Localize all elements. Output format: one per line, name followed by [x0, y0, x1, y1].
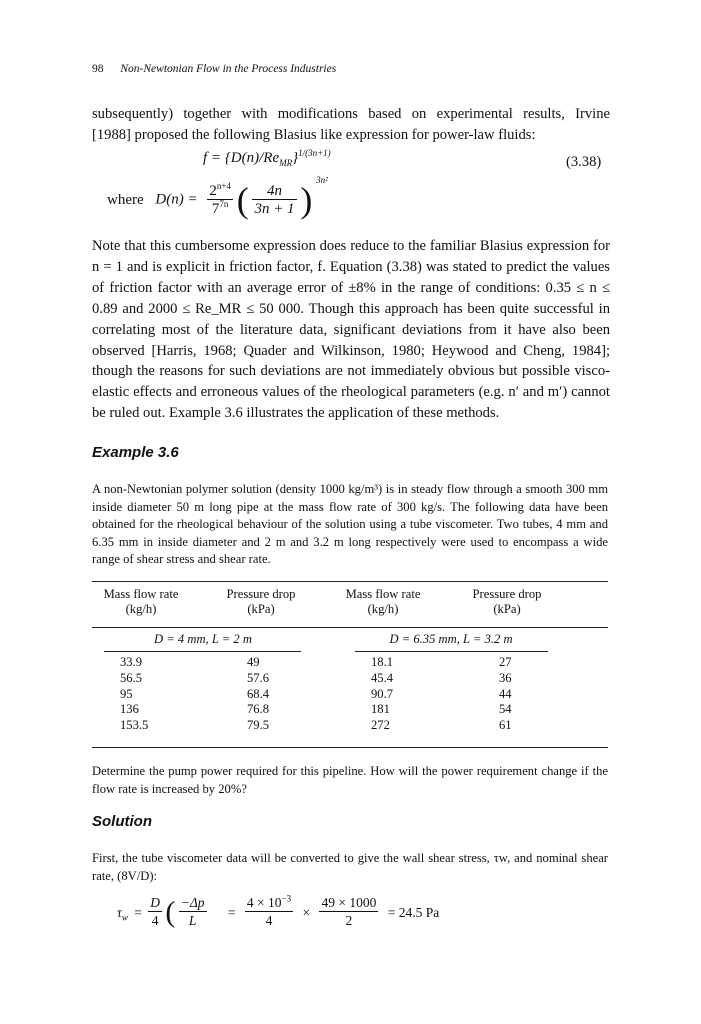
table-cell: 54: [499, 702, 512, 717]
pressure-drop-col-2: [499, 655, 559, 734]
frac-4: 4: [151, 913, 159, 928]
table-cell: 68.4: [247, 686, 270, 701]
question-text: Determine the pump power required for this pipeline. How will the power requirement change if the flow rate is increased by 20%?: [92, 764, 608, 796]
eq338-exp: 1/(3n+1): [298, 148, 331, 158]
table-cell: 33.9: [120, 655, 143, 669]
header-text: Pressure drop: [226, 587, 296, 601]
running-header: [92, 63, 336, 75]
den2: 2: [345, 913, 353, 928]
eqD-close-paren: ): [300, 180, 313, 220]
table-cell: 56.5: [120, 670, 143, 685]
eqD-lhs: D(n) =: [155, 191, 198, 208]
running-title: Non-Newtonian Flow in the Process Industries: [120, 63, 337, 75]
equation-number: (3.38): [566, 154, 602, 170]
table-cell: 44: [499, 686, 512, 701]
header-unit: (kg/h): [125, 602, 157, 616]
table-cell: 95: [120, 686, 133, 701]
page-number: 98: [92, 63, 104, 75]
header-text: Pressure drop: [472, 587, 542, 601]
intro-line-1: subsequently) together with modifications based on experimental results, Irvine: [92, 106, 610, 122]
eqD-num: 2: [209, 182, 217, 199]
example-text: A non-Newtonian polymer solution (density 1000 kg/m³) is in steady flow through a smooth 300 mm inside diameter 50 m long pipe at the mass flow rate of 300 kg/s. The following data have been obtained for the rheological behaviour of the solution using a tube viscometer. Two tubes, 4 mm and 6.35 mm in inside diameter and 2 m and 3.2 m long respectively were used to encompass a wide range of shear stress and shear rate.: [92, 482, 608, 567]
eqD-num-exp: n+4: [216, 180, 231, 191]
den1: 4: [265, 913, 273, 928]
times-sign: ×: [302, 904, 311, 920]
group-2-label: D = 6.35 mm, L = 3.2 m: [389, 632, 513, 646]
frac-d: D: [150, 895, 160, 910]
table-top-rule: [92, 581, 608, 582]
eqD-inner-fraction: [252, 183, 296, 218]
fraction-1: [245, 895, 293, 930]
table-cell: 153.5: [120, 718, 149, 733]
solution-text: First, the tube viscometer data will be converted to give the wall shear stress, τw, and nominal shear rate, (8V/D):: [92, 851, 608, 883]
table-cell: 61: [499, 718, 512, 733]
frac-dp: −Δp: [180, 895, 205, 910]
eq338-lhs: f = {D(n)/Re: [203, 150, 280, 166]
header-text: Mass flow rate: [345, 587, 421, 601]
open-paren: (: [165, 895, 176, 929]
eqD-den: 7: [211, 200, 220, 217]
tau-sub: w: [121, 912, 128, 923]
table-cell: 57.6: [247, 670, 270, 685]
group-1-label: D = 4 mm, L = 2 m: [154, 632, 252, 646]
eqD-den-exp: 7n: [219, 198, 229, 209]
equals-sign: =: [134, 904, 142, 920]
eqD-inner-num: 4n: [252, 183, 296, 200]
mass-flow-col-1: [120, 655, 180, 734]
eqD-inner-den: 3n + 1: [254, 200, 295, 217]
table-cell: 45.4: [371, 670, 394, 685]
header-mass-flow-2: [334, 587, 432, 617]
eqD-fraction: [207, 180, 233, 218]
table-cell: 27: [499, 655, 512, 669]
intro-paragraph: [92, 104, 610, 146]
header-pressure-drop-1: [212, 587, 310, 617]
eqD-open-paren: (: [236, 180, 249, 220]
tau-symbol: τ: [117, 904, 122, 920]
eq338-sub: MR: [279, 158, 293, 168]
table-cell: 272: [371, 718, 390, 733]
dp-over-l: [179, 895, 207, 930]
table-cell: 18.1: [371, 655, 394, 669]
paragraph-2: Note that this cumbersome expression does reduce to the familiar Blasius expression for n = 1 and is explicit in friction factor, f. Equation (3.38) was stated to predict the values of friction factor with an average error of ±8% in the range of conditions: 0.35 ≤ n ≤ 0.89 and 2000 ≤ Re_MR ≤ 50 000. Though this approach has been quite successful in correlating most of the literature data, significant deviations from it have also been observed [Harris, 1968; Quader and Wilkinson, 1980; Heywood and Cheng, 1984]; though the reasons for such deviations are not immediately obvious but possible visco-elastic effects and erroneous values of the rheological parameters (e.g. n′ and m′) cannot be ruled out. Example 3.6 illustrates the application of these methods.: [92, 238, 610, 422]
equation-dn: [107, 175, 328, 220]
intro-line-2: [1988] proposed the following Blasius like expression for power-law fluids:: [92, 126, 536, 143]
eq338-rhs: }: [292, 150, 299, 166]
table-cell: 181: [371, 702, 390, 717]
group-1-rule: [104, 651, 301, 652]
fraction-2: [319, 895, 378, 930]
group-2-rule: [355, 651, 548, 652]
header-mass-flow-1: [92, 587, 190, 617]
header-text: Mass flow rate: [103, 587, 179, 601]
eqD-where: where: [107, 191, 144, 208]
d-over-4: [148, 895, 162, 930]
equation-3-38: [203, 150, 331, 167]
equals-sign-2: =: [227, 904, 236, 920]
num1-exp: −3: [281, 893, 292, 904]
header-unit: (kg/h): [367, 602, 399, 616]
header-unit: (kPa): [247, 602, 275, 616]
table-cell: 90.7: [371, 686, 394, 701]
eqD-outer-exp: 3n²: [316, 175, 328, 186]
table-header-rule: [92, 627, 608, 628]
header-pressure-drop-2: [458, 587, 556, 617]
wall-shear-equation: [117, 895, 439, 930]
pressure-drop-col-1: [247, 655, 307, 734]
table-cell: 79.5: [247, 718, 270, 733]
header-unit: (kPa): [493, 602, 521, 616]
table-cell: 136: [120, 702, 139, 717]
table-cell: 76.8: [247, 702, 270, 717]
table-cell: 49: [247, 655, 260, 669]
table-bottom-rule: [92, 747, 608, 748]
mass-flow-col-2: [371, 655, 431, 734]
table-cell: 36: [499, 670, 512, 685]
frac-l: L: [188, 913, 197, 928]
num2: 49 × 1000: [321, 895, 377, 910]
result: = 24.5 Pa: [387, 904, 440, 920]
num1: 4 × 10: [246, 895, 282, 910]
example-heading: Example 3.6: [92, 444, 179, 461]
solution-heading: Solution: [92, 813, 152, 830]
